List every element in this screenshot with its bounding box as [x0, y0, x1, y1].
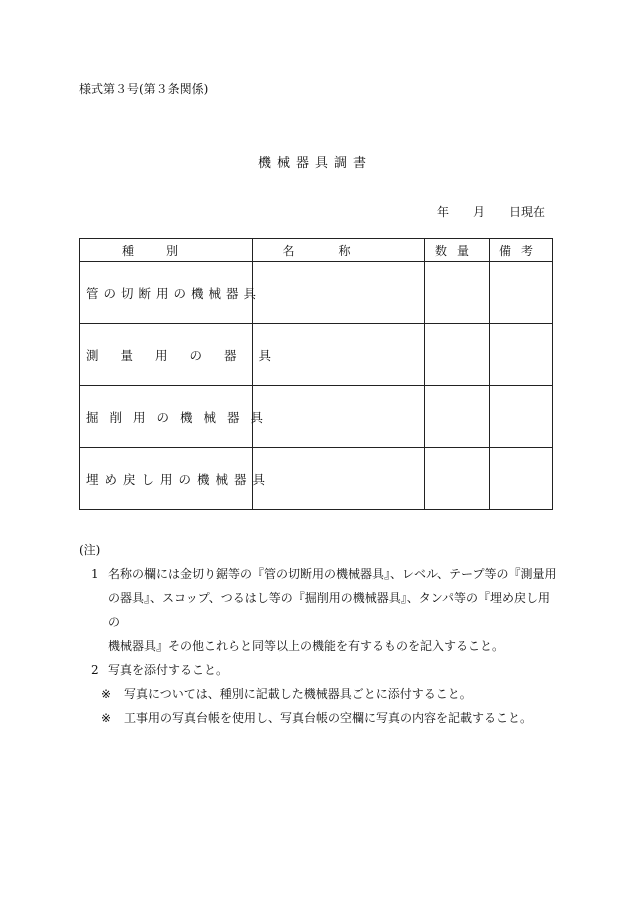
document-title: 機械器具調書 — [257, 156, 372, 171]
note-subitem — [79, 706, 559, 730]
header-name: 名称 — [253, 239, 425, 262]
table-header-row — [80, 239, 553, 262]
note-number: 2 — [91, 663, 99, 677]
date-line — [437, 203, 545, 220]
row-kind-label: 掘削用の機械器具 — [86, 409, 275, 425]
note-subitem-text: 写真については、種別に記載した機械器具ごとに添付すること。 — [124, 687, 472, 701]
reference-mark-icon: ※ — [101, 687, 112, 701]
note-item-1 — [79, 562, 559, 658]
notes-section — [79, 538, 559, 730]
equipment-table — [79, 238, 553, 510]
note-item-2 — [79, 658, 559, 682]
header-remarks: 備考 — [490, 239, 553, 262]
row-kind-label: 埋め戻し用の機械器具 — [86, 471, 272, 487]
row-name-cell[interactable] — [253, 386, 425, 448]
header-kind: 種別 — [80, 239, 253, 262]
note-subitem-text: 工事用の写真台帳を使用し、写真台帳の空欄に写真の内容を記載すること。 — [124, 711, 533, 725]
date-month-label: 月 — [473, 205, 486, 219]
note-line: の器具』、スコップ、つるはし等の『掘削用の機械器具』、タンパ等の『埋め戻し用の — [108, 591, 550, 629]
table-row — [80, 448, 553, 510]
row-kind-cell — [80, 262, 262, 324]
table-row — [80, 324, 553, 386]
row-remarks-cell[interactable] — [490, 448, 553, 510]
header-quantity: 数量 — [425, 239, 490, 262]
note-line: 写真を添付すること。 — [108, 663, 229, 677]
reference-mark-icon: ※ — [101, 711, 112, 725]
row-name-cell[interactable] — [253, 262, 425, 324]
row-quantity-cell[interactable] — [425, 386, 490, 448]
row-remarks-cell[interactable] — [490, 386, 553, 448]
row-kind-cell — [80, 448, 272, 510]
row-name-cell[interactable] — [253, 448, 425, 510]
row-kind-cell — [80, 324, 294, 386]
row-remarks-cell[interactable] — [490, 262, 553, 324]
form-number-label: 様式第３号(第３条関係) — [79, 82, 209, 96]
note-line: 機械器具』その他これらと同等以上の機能を有するものを記入すること。 — [108, 639, 505, 653]
row-kind-label: 管の切断用の機械器具 — [86, 285, 262, 301]
note-line: 名称の欄には金切り鋸等の『管の切断用の機械器具』、レベル、テープ等の『測量用 — [108, 567, 557, 581]
table-row — [80, 262, 553, 324]
row-quantity-cell[interactable] — [425, 262, 490, 324]
row-quantity-cell[interactable] — [425, 324, 490, 386]
note-number: 1 — [91, 567, 99, 581]
row-quantity-cell[interactable] — [425, 448, 490, 510]
table-row — [80, 386, 553, 448]
date-year-label: 年 — [437, 205, 450, 219]
note-subitem — [79, 682, 559, 706]
notes-heading: (注) — [79, 543, 101, 557]
row-kind-cell — [80, 386, 275, 448]
row-remarks-cell[interactable] — [490, 324, 553, 386]
date-day-label: 日現在 — [509, 205, 546, 219]
row-kind-label: 測量用の器具 — [86, 347, 294, 363]
